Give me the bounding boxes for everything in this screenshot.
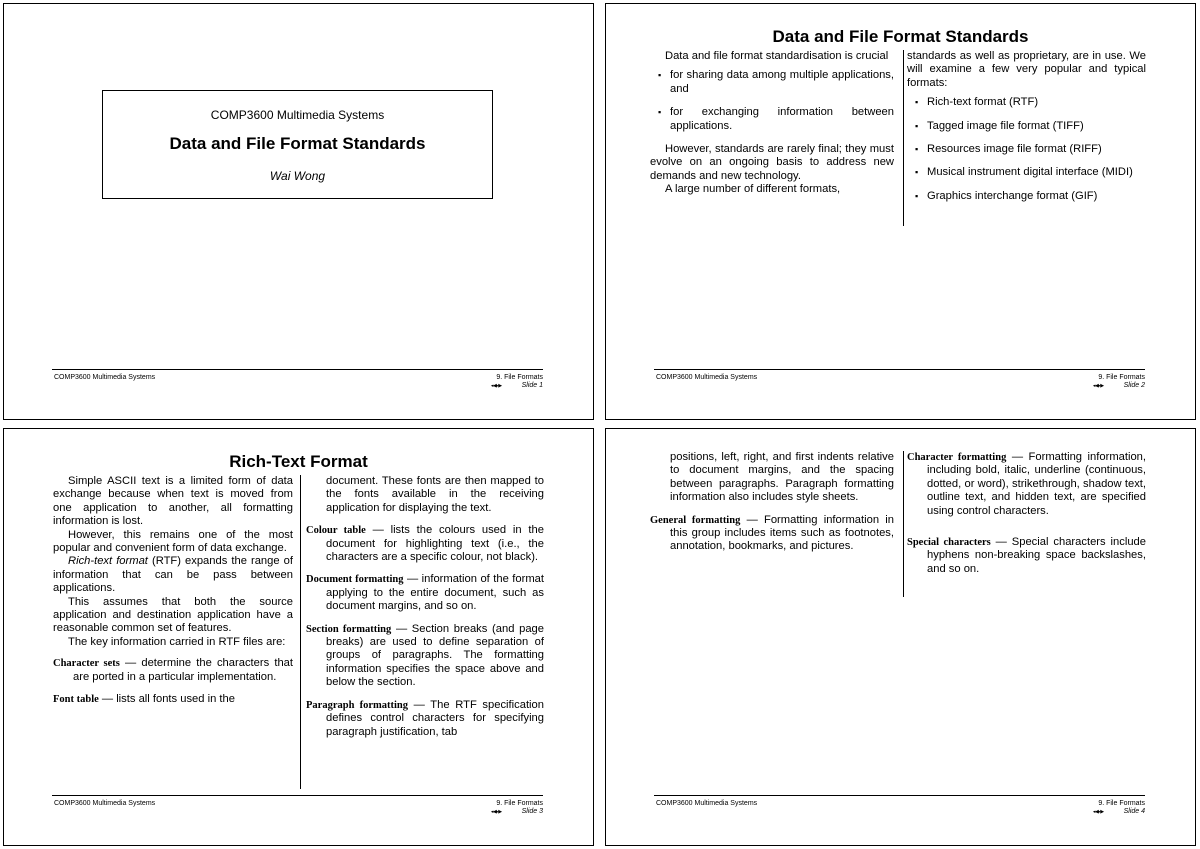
list-item [306,699,544,739]
column-divider [903,50,904,226]
slide-title: Rich-Text Format [229,452,368,471]
slide-3 [3,428,594,846]
list-item: ▪ Tagged image file format (TIFF) [907,120,1146,133]
paragraph: The key information carried in RTF files are: [68,635,286,648]
description: — lists all fonts used in the [98,693,235,706]
list-item [306,623,544,690]
list-item: ▪ Resources image file format (RIFF) [907,143,1146,156]
footer-course: COMP3600 Multimedia Systems [54,374,156,381]
list-item [306,573,544,613]
column-right [907,50,1146,213]
slide-footer [654,369,1145,389]
slide-number: Slide 3 [521,808,543,815]
paragraph: However, standards are rarely final; they must evolve on an ongoing basis to address new demands and new technology. [650,143,894,182]
paragraph: A large number of different formats, [665,183,841,196]
list-item [306,524,544,564]
list-item [907,451,1146,518]
term: Document formatting [306,574,404,586]
term: Section formatting [306,623,392,635]
definition-list [907,451,1146,576]
description: — lists the colours used in the document for highlighting text (i.e., the characters are a specific colour, not black). [326,524,544,564]
author-name: Wai Wong [269,169,326,183]
footer-right [491,374,543,390]
definition-list [650,514,894,554]
description: — Special characters include hyphens non-breaking space backslashes, and so on. [927,536,1146,575]
footer-course: COMP3600 Multimedia Systems [656,374,758,381]
footer-right [1093,800,1145,816]
footer-course: COMP3600 Multimedia Systems [54,800,156,807]
term: Special characters [907,537,991,549]
footer-chapter: 9. File Formats [1098,374,1145,381]
list-item [907,536,1146,576]
term: Font table [53,694,99,706]
slide-footer [654,795,1145,815]
list-item [53,693,293,706]
slide-footer [52,795,543,815]
nav-arrows-icon[interactable]: ◂◀▸▶ [1092,383,1104,389]
slide-1 [3,3,594,420]
list-item [650,514,894,554]
description: — information of the format applying to the entire document, such as document margins, and so on. [326,573,544,613]
column-left [650,50,894,197]
paragraph: standards as well as proprietary, are in use. We will examine a few very popular and typical formats: [907,50,1146,89]
term: General formatting [650,514,741,526]
paragraph-text: (RTF) expands the range of information that can be pass between applications. [53,555,293,595]
footer-course: COMP3600 Multimedia Systems [656,800,758,807]
definition-list [306,524,544,739]
nav-arrows-icon[interactable]: ◂◀▸▶ [490,809,502,815]
description: — Formatting information, including bold, italic, underline (continuous, dotted, or word), strikethrough, shadow text, outline text, and hidden text, are specified using control characters. [927,451,1147,517]
emphasis: Rich-text format [68,555,148,568]
nav-arrows-icon[interactable]: ◂◀▸▶ [1092,809,1104,815]
nav-arrows-icon[interactable]: ◂◀▸▶ [490,383,502,389]
list-item: ▪ Graphics interchange format (GIF) [907,190,1146,203]
slide-footer [52,369,543,389]
continued-text: positions, left, right, and first indents relative to document margins, and the spacing between paragraphs. Paragraph formatting information also includes style sheets. [670,451,894,504]
paragraph: This assumes that both the source application and destination application have a reasonable common set of features. [53,595,293,635]
term: Character sets [53,658,120,670]
slide-number: Slide 2 [1123,382,1145,389]
footer-right [491,800,543,816]
list-item: ▪ for exchanging information between applications. [650,106,894,133]
paragraph: Data and file format standardisation is crucial [665,50,889,62]
paragraph [53,555,293,595]
continued-text: document. These fonts are then mapped to the fonts available in the receiving application for displaying the text. [326,475,544,514]
paragraph: However, this remains one of the most popular and convenient form of data exchange. [53,528,293,555]
footer-chapter: 9. File Formats [1098,800,1145,807]
slide-2 [605,3,1196,420]
column-right [907,451,1146,585]
slide-number: Slide 1 [521,382,543,389]
format-list [907,96,1146,203]
description: — Section breaks (and page breaks) are used to define separation of groups of paragraphs. The formatting information specifies the space above and below the section. [326,622,544,689]
slide-title: Data and File Format Standards [772,27,1029,46]
term: Colour table [306,525,366,537]
title-box [102,90,493,199]
column-divider [903,451,904,597]
column-left [53,475,293,716]
column-right [306,475,544,748]
footer-right [1093,374,1145,390]
list-item: ▪ Rich-text format (RTF) [907,96,1146,109]
list-item [53,657,293,684]
slide-4 [605,428,1196,846]
slide-number: Slide 4 [1123,808,1145,815]
column-divider [300,475,301,789]
footer-chapter: 9. File Formats [496,800,543,807]
list-item: ▪ for sharing data among multiple applications, and [650,69,894,96]
presentation-title: Data and File Format Standards [169,134,426,153]
term: Character formatting [907,452,1007,463]
course-name: COMP3600 Multimedia Systems [210,108,385,122]
description: — The RTF specification defines control characters for specifying paragraph justification, tab [326,698,544,738]
bullet-list [650,69,894,133]
footer-chapter: 9. File Formats [496,374,543,381]
column-left [650,451,894,563]
list-item: ▪ Musical instrument digital interface (MIDI) [907,166,1146,179]
definition-list [53,657,293,706]
description: — Formatting information in this group includes items such as footnotes, annotation, bookmarks, and pictures. [670,513,895,553]
description: — determine the characters that are ported in a particular implementation. [73,657,294,683]
term: Paragraph formatting [306,699,408,711]
paragraph: Simple ASCII text is a limited form of data exchange because when text is moved from one application to another, all formatting information is lost. [53,475,293,528]
